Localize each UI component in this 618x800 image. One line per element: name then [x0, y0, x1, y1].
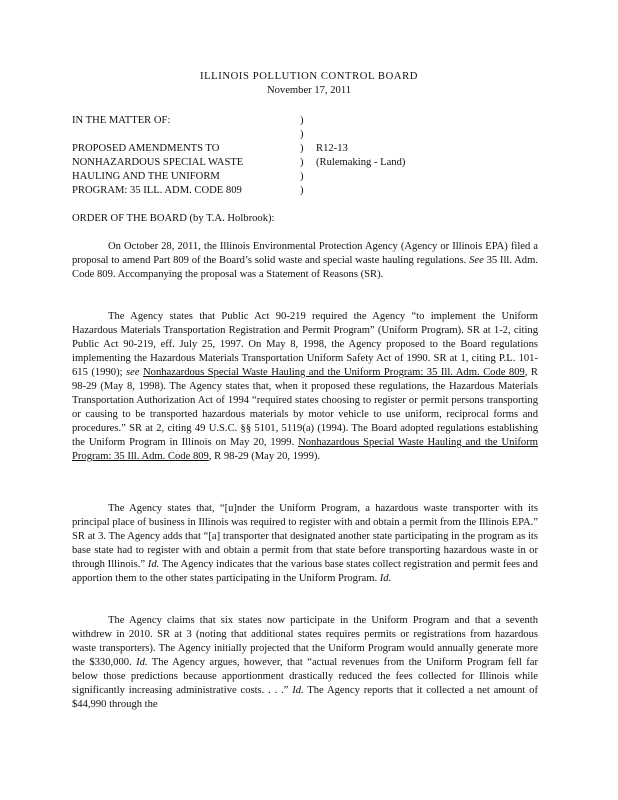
paragraph-4	[72, 614, 538, 712]
docket-type: (Rulemaking - Land)	[316, 157, 406, 168]
see-signal: See	[469, 255, 484, 266]
case-title: Nonhazardous Special Waste Hauling and the Uniform Program: 35 Ill. Adm. Code 809	[143, 367, 525, 378]
caption-row	[72, 156, 552, 170]
caption-right-line	[316, 184, 552, 198]
paragraph-3	[72, 502, 538, 586]
caption-right-line	[316, 128, 552, 142]
paragraph-segment: , R 98-29 (May 20, 1999).	[208, 451, 321, 462]
paragraph-segment: 35 Ill. Adm. Code 809. Accompanying the proposal was a Statement of Reasons (SR).	[72, 255, 538, 280]
caption-left-line: PROPOSED AMENDMENTS TO	[72, 143, 220, 154]
caption-row	[72, 128, 552, 142]
caption-left-line: NONHAZARDOUS SPECIAL WASTE	[72, 157, 244, 168]
caption-row	[72, 142, 552, 156]
id-signal: Id.	[379, 573, 392, 584]
caption-left-line: HAULING AND THE UNIFORM	[72, 171, 220, 182]
caption-paren: )	[300, 185, 304, 196]
caption-right-line	[316, 170, 552, 184]
case-caption	[72, 114, 552, 198]
case-title: Nonhazardous Special Waste Hauling and the Uniform Program: 35 Ill. Adm. Code 809	[72, 437, 538, 462]
docket-number: R12-13	[316, 143, 348, 154]
board-name: ILLINOIS POLLUTION CONTROL BOARD	[199, 71, 418, 82]
paragraph-text	[72, 310, 538, 464]
id-signal: Id.	[147, 559, 160, 570]
see-signal: see	[126, 367, 140, 378]
caption-right-line	[316, 114, 552, 128]
paragraph-segment: The Agency reports that it collected a net amount of $44,990 through the	[72, 685, 538, 710]
paragraph-text	[72, 502, 538, 586]
paragraph-segment: The Agency states that, “[u]nder the Uniform Program, a hazardous waste transporter with its principal place of business in Illinois was required to register with and obtain a permit from the Illinois EPA.” SR at 3. The Agency adds that “[a] transporter that designated another state participating in the program as its base state had to register with and obtain a permit from that state before transporting hazardous waste in or through Illinois.”	[72, 503, 538, 570]
paragraph-segment: , R 98-29 (May 8, 1998). The Agency states that, when it proposed these regulations, the Hazardous Materials Transportation Authorization Act of 1994 “required states choosing to register or permit persons transporting or causing to be transported hazardous materials by motor vehicle to use uniform, reciprocal forms and procedures.” SR at 2, citing 49 U.S.C. §§ 5101, 5119(a) (1994). The Board adopted regulations establishing the Uniform Program in Illinois on May 20, 1999.	[72, 367, 538, 448]
paragraph-2	[72, 310, 538, 464]
paragraph-1	[72, 240, 538, 282]
caption-paren: )	[300, 129, 304, 140]
caption-left-line	[72, 128, 300, 142]
caption-paren: )	[300, 143, 304, 154]
caption-row	[72, 114, 552, 128]
paragraph-text	[72, 614, 538, 712]
caption-paren: )	[300, 171, 304, 182]
paragraph-segment: The Agency states that Public Act 90-219 required the Agency “to implement the Uniform Hazardous Materials Transportation Registration and Permit Program” (Uniform Program). SR at 1-2, citing Public Act 90-219, eff. July 25, 1997. On May 8, 1998, the Agency proposed to the Board regulations implementing the Hazardous Materials Transportation Uniform Safety Act of 1990. SR at 1, citing P.L. 101-615 (1990);	[72, 311, 538, 378]
caption-row	[72, 184, 552, 198]
paragraph-segment: The Agency claims that six states now participate in the Uniform Program and that a seventh withdrew in 2010. SR at 3 (noting that additional states requires permits or registrations from hazardous waste transporters). The Agency initially projected that the Uniform Program would annually generate more the $330,000.	[72, 615, 538, 668]
id-signal: Id.	[292, 685, 304, 696]
document-header	[0, 70, 618, 98]
paragraph-segment: The Agency indicates that the various base states collect registration and permit fees and apportion them to the other states participating in the Uniform Program.	[72, 559, 538, 584]
paragraph-segment: On October 28, 2011, the Illinois Environmental Protection Agency (Agency or Illinois EPA) filed a proposal to amend Part 809 of the Board’s solid waste and special waste hauling regulations.	[72, 241, 538, 266]
caption-paren: )	[300, 115, 304, 126]
paragraph-segment: The Agency argues, however, that “actual revenues from the Uniform Program fell far below those predictions because apportionment drastically reduced the fees collected for Illinois while significantly increasing administrative costs. . . .”	[72, 657, 538, 696]
order-heading: ORDER OF THE BOARD (by T.A. Holbrook):	[72, 213, 275, 224]
paragraph-text	[72, 240, 538, 282]
caption-left-line: PROGRAM: 35 ILL. ADM. CODE 809	[72, 185, 242, 196]
caption-left-line: IN THE MATTER OF:	[72, 115, 171, 126]
caption-row	[72, 170, 552, 184]
order-date: November 17, 2011	[266, 85, 352, 96]
caption-paren: )	[300, 157, 304, 168]
id-signal: Id.	[136, 657, 148, 668]
